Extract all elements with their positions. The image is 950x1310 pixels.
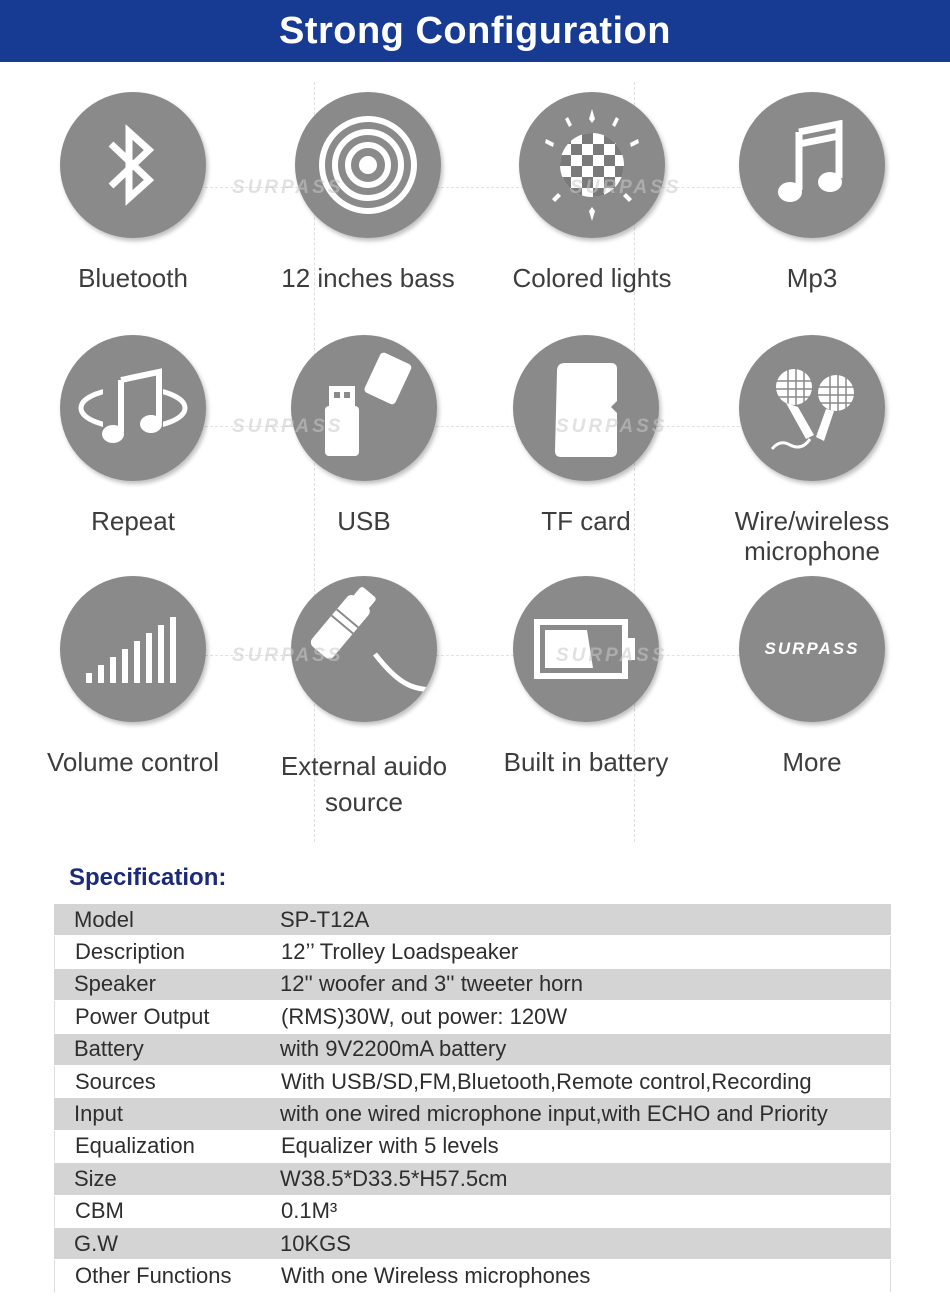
spec-key: Input	[74, 1101, 123, 1127]
spec-value: with 9V2200mA battery	[280, 1036, 507, 1062]
spec-key: CBM	[75, 1198, 124, 1224]
table-row	[54, 1098, 891, 1130]
feature-label: TF card	[541, 506, 631, 536]
table-row	[54, 1163, 891, 1195]
feature-label: Repeat	[91, 506, 175, 536]
volume-bars-icon	[60, 576, 206, 722]
feature-mp3	[692, 92, 932, 294]
feature-label: More	[782, 747, 842, 777]
page-title: Strong Configuration	[278, 9, 672, 52]
watermark: SURPASS	[570, 177, 682, 198]
disco-ball-icon	[519, 92, 665, 238]
feature-external-audio	[244, 576, 484, 821]
spec-value: 12’’ Trolley Loadspeaker	[281, 939, 519, 965]
table-row	[54, 1001, 891, 1033]
microphones-icon	[739, 335, 885, 481]
spec-value: SP-T12A	[280, 906, 370, 932]
speaker-cone-icon	[295, 92, 441, 238]
feature-label: USB	[337, 506, 391, 536]
spec-value: With one Wireless microphones	[281, 1262, 591, 1288]
spec-key: Description	[75, 939, 186, 965]
spec-table	[54, 904, 891, 1293]
feature-more	[692, 576, 932, 778]
table-row	[54, 969, 891, 1001]
table-row	[54, 1260, 891, 1292]
table-row	[54, 936, 891, 968]
watermark: SURPASS	[556, 416, 668, 437]
table-row	[54, 1131, 891, 1163]
spec-key: Model	[74, 906, 134, 932]
watermark: SURPASS	[556, 645, 668, 666]
spec-value: W38.5*D33.5*H57.5cm	[280, 1165, 508, 1191]
spec-key: Size	[74, 1165, 117, 1191]
watermark: SURPASS	[232, 177, 344, 198]
feature-label: 12 inches bass	[281, 263, 455, 293]
table-row	[54, 1066, 891, 1098]
feature-bluetooth	[13, 92, 253, 294]
logo-text: SURPASS	[764, 639, 860, 658]
spec-key: Battery	[74, 1036, 144, 1062]
spec-value: With USB/SD,FM,Bluetooth,Remote control,Recording	[281, 1068, 812, 1094]
spec-key: Other Functions	[75, 1262, 232, 1288]
spec-heading: Specification:	[69, 864, 227, 891]
spec-key: Speaker	[74, 971, 156, 997]
watermark: SURPASS	[232, 645, 344, 666]
feature-label: Built in battery	[503, 747, 669, 777]
tf-card-icon	[513, 335, 659, 481]
repeat-music-icon	[60, 335, 206, 481]
feature-label: Mp3	[786, 263, 838, 293]
feature-label: Wire/wireless microphone	[734, 506, 890, 566]
table-row	[54, 1034, 891, 1066]
music-note-icon	[739, 92, 885, 238]
feature-microphone	[692, 335, 932, 567]
feature-volume-control	[13, 576, 253, 778]
feature-built-in-battery	[466, 576, 706, 778]
spec-key: Sources	[75, 1068, 156, 1094]
header-banner	[0, 0, 950, 62]
feature-label: External auido source	[280, 751, 448, 818]
spec-value: 12'' woofer and 3'' tweeter horn	[280, 971, 583, 997]
usb-drive-icon	[291, 335, 437, 481]
spec-value: with one wired microphone input,with ECHO and Priority	[280, 1101, 828, 1127]
feature-label: Bluetooth	[78, 263, 188, 293]
surpass-logo-icon	[739, 576, 885, 722]
feature-label: Colored lights	[512, 263, 672, 293]
spec-value: Equalizer with 5 levels	[281, 1133, 499, 1159]
spec-key: G.W	[74, 1230, 118, 1256]
table-row	[54, 904, 891, 936]
bluetooth-icon	[60, 92, 206, 238]
watermark: SURPASS	[232, 416, 344, 437]
table-row	[54, 1196, 891, 1228]
spec-key: Equalization	[75, 1133, 195, 1159]
spec-key: Power Output	[75, 1003, 210, 1029]
feature-grid	[0, 62, 950, 842]
feature-repeat	[13, 335, 253, 537]
table-row	[54, 1228, 891, 1260]
spec-value: 0.1M³	[281, 1198, 338, 1224]
feature-label: Volume control	[47, 747, 219, 777]
spec-value: (RMS)30W, out power: 120W	[281, 1003, 568, 1029]
spec-value: 10KGS	[280, 1230, 351, 1256]
